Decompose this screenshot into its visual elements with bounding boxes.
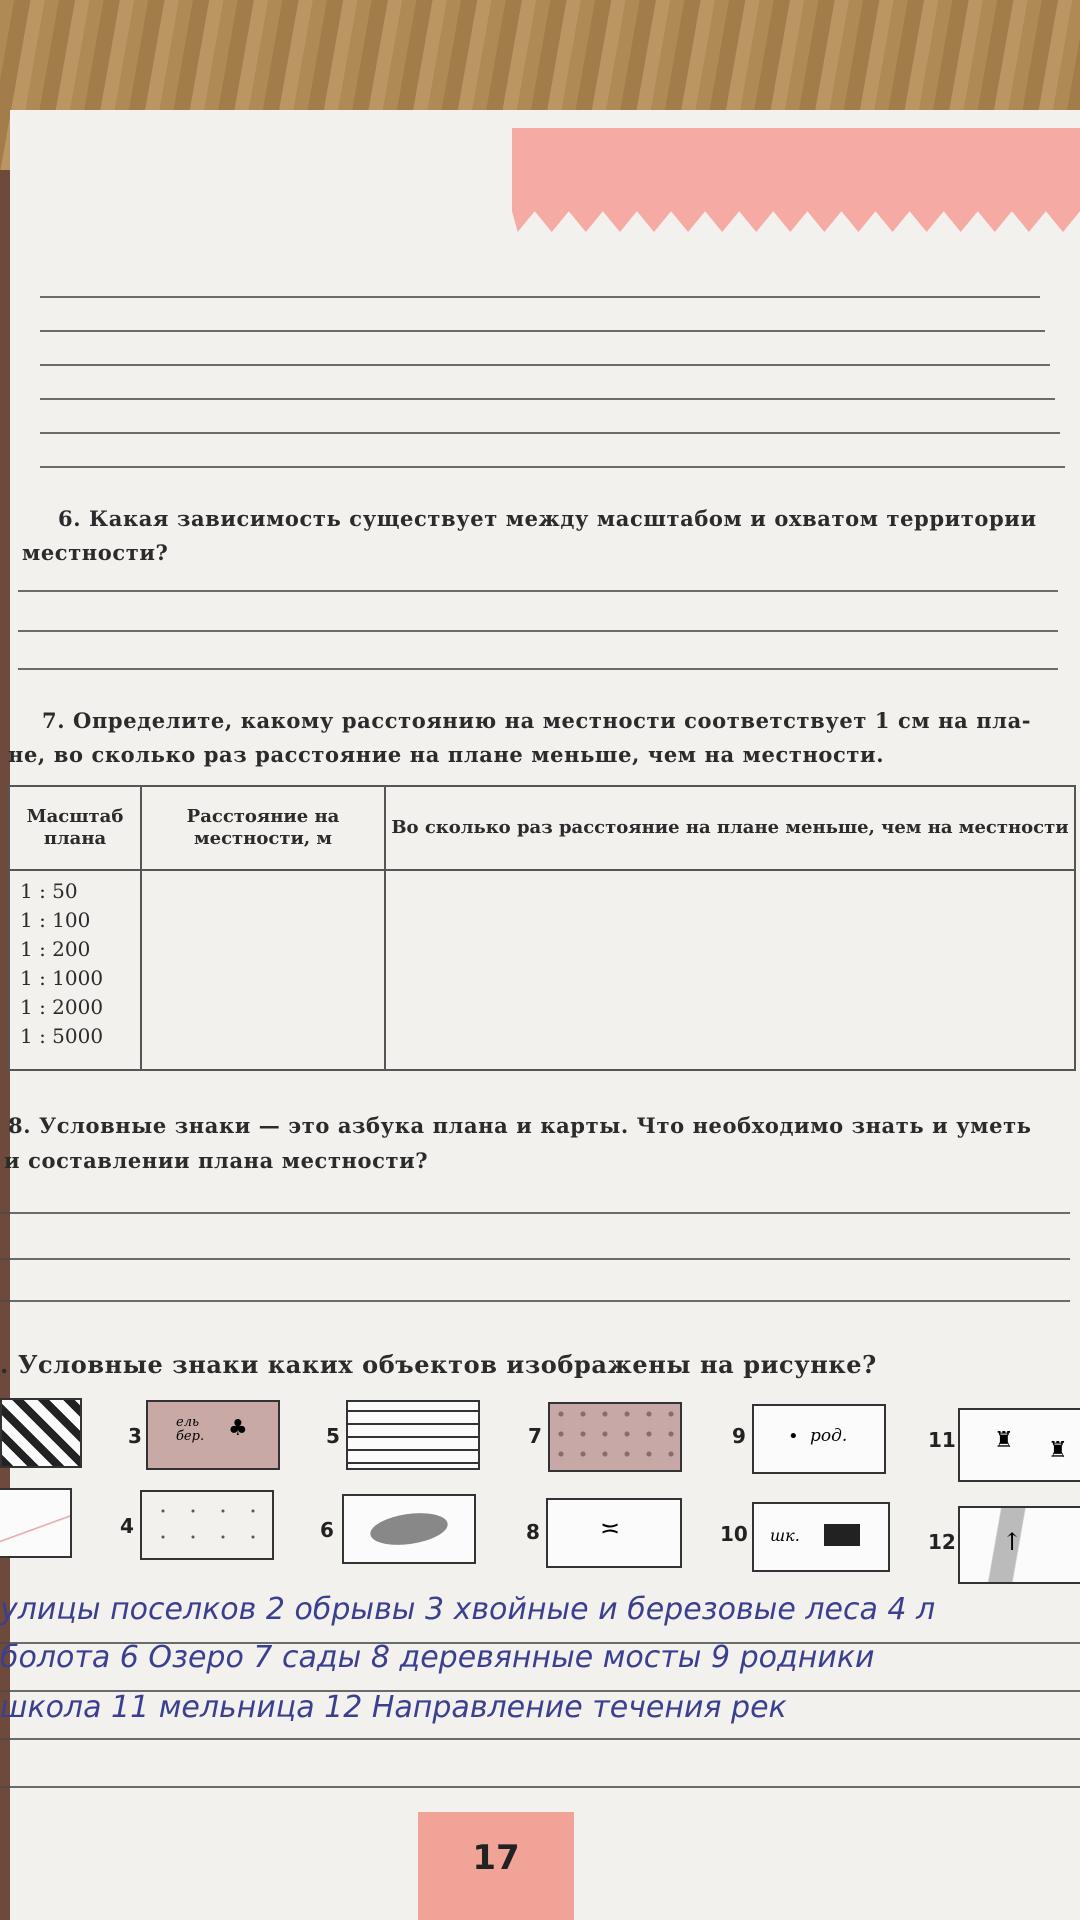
answer-line [18, 590, 1058, 592]
scale-value: 1 : 1000 [20, 966, 104, 990]
question-8 [8, 1113, 1078, 1138]
question-text: Какая зависимость существует между масштабом и охватом территории [89, 506, 1037, 531]
table-header-row [9, 786, 1075, 870]
symbol-1-streets [0, 1398, 82, 1468]
symbol-7-orchard [548, 1402, 682, 1472]
answer-line [40, 296, 1040, 298]
question-7 [42, 708, 1072, 733]
answer-line [0, 1212, 1070, 1214]
answer-line [0, 1300, 1070, 1302]
arrow-up-icon: ↑ [1002, 1528, 1023, 1556]
answer-line [18, 630, 1058, 632]
school-building-icon [824, 1524, 860, 1546]
question-number: 8. [8, 1113, 32, 1138]
symbol-number: 11 [928, 1428, 956, 1452]
question-text: Условные знаки — это азбука плана и карты. Что необходимо знать и уметь [39, 1113, 1032, 1138]
question-7-continued: не, во сколько раз расстояние на плане меньше, чем на местности. [8, 742, 885, 767]
windmill-icon: ♜ [1048, 1438, 1068, 1463]
symbol-11-windmill [958, 1408, 1080, 1482]
scale-table [8, 785, 1076, 1071]
school-label: шк. [770, 1526, 800, 1545]
question-number: 6. [58, 506, 82, 531]
symbol-10-school [752, 1502, 890, 1572]
question-text: Условные знаки каких объектов изображены на рисунке? [17, 1350, 877, 1379]
forest-label: ель бер. [176, 1415, 205, 1444]
answer-line [40, 398, 1055, 400]
question-6 [58, 506, 1068, 531]
question-number: 7. [42, 708, 66, 733]
handwritten-answer-line-3: школа 11 мельница 12 Направление течения рек [0, 1690, 787, 1725]
tree-icon: ♣ [228, 1416, 248, 1441]
symbol-4-meadow [140, 1490, 274, 1560]
symbol-number: 3 [128, 1424, 142, 1448]
scale-value: 1 : 5000 [20, 1024, 104, 1048]
scale-value: 1 : 200 [20, 937, 91, 961]
handwritten-answer-line-1: улицы поселков 2 обрывы 3 хвойные и березовые леса 4 л [0, 1592, 936, 1627]
ratio-cell[interactable] [385, 870, 1075, 1070]
symbol-8-bridge [546, 1498, 682, 1568]
question-number: . [0, 1350, 9, 1379]
symbol-2-cliff [0, 1488, 72, 1558]
question-6-continued: местности? [22, 540, 169, 565]
symbol-number: 10 [720, 1522, 748, 1546]
symbol-number: 8 [526, 1520, 540, 1544]
lake-icon [368, 1509, 449, 1550]
answer-line [40, 364, 1050, 366]
windmill-icon: ♜ [994, 1428, 1014, 1453]
scale-list [9, 870, 141, 1070]
symbol-3-forest [146, 1400, 280, 1470]
symbol-5-swamp [346, 1400, 480, 1470]
symbol-number: 7 [528, 1424, 542, 1448]
column-header: Расстояние на местности, м [141, 786, 385, 870]
handwritten-answer-line-2: болота 6 Озеро 7 сады 8 деревянные мосты 9 родники [0, 1640, 875, 1675]
symbol-number: 5 [326, 1424, 340, 1448]
column-header: Во сколько раз расстояние на плане меньше, чем на местности [385, 786, 1075, 870]
answer-line [0, 1258, 1070, 1260]
symbol-number: 9 [732, 1424, 746, 1448]
symbol-12-river-current [958, 1506, 1080, 1584]
symbol-number: 4 [120, 1514, 134, 1538]
question-text: Определите, какому расстоянию на местности соответствует 1 см на пла- [73, 708, 1032, 733]
answer-line [40, 432, 1060, 434]
decorative-banner [512, 128, 1080, 232]
answer-line [0, 1786, 1080, 1788]
scale-value: 1 : 100 [20, 908, 91, 932]
question-8-continued: и составлении плана местности? [4, 1148, 429, 1173]
answer-line [40, 330, 1045, 332]
question-9 [0, 1350, 877, 1379]
scale-value: 1 : 2000 [20, 995, 104, 1019]
answer-line [0, 1738, 1080, 1740]
scale-value: 1 : 50 [20, 879, 78, 903]
bridge-icon: ≍ [600, 1514, 621, 1542]
spring-icon: • [788, 1426, 799, 1447]
distance-cell[interactable] [141, 870, 385, 1070]
symbol-number: 12 [928, 1530, 956, 1554]
table-row [9, 870, 1075, 1070]
spring-label: род. [810, 1426, 848, 1446]
symbol-6-lake [342, 1494, 476, 1564]
answer-line [18, 668, 1058, 670]
column-header: Масштаб плана [9, 786, 141, 870]
page-number: 17 [472, 1838, 520, 1878]
answer-line [40, 466, 1065, 468]
symbol-9-spring [752, 1404, 886, 1474]
symbol-number: 6 [320, 1518, 334, 1542]
